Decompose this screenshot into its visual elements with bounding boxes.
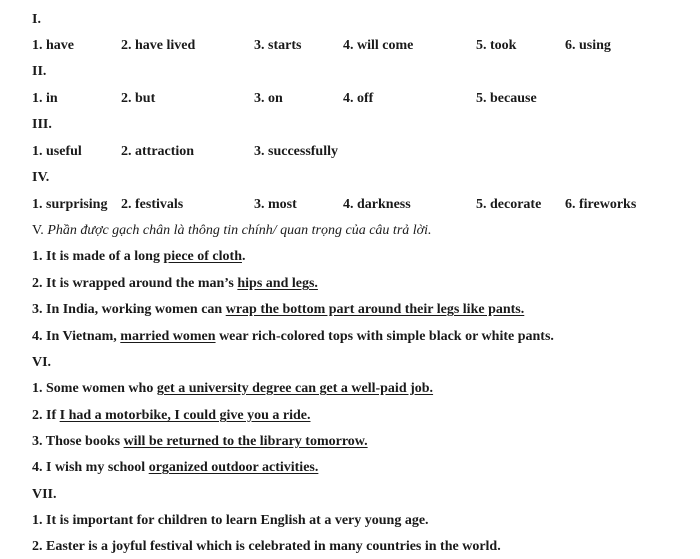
answer-item: 3. successfully — [254, 144, 338, 159]
answer-item: 6. fireworks — [565, 197, 637, 212]
sentence-text: 4. I wish my school — [32, 460, 149, 475]
answer-item: 5. took — [476, 38, 517, 53]
answer-item: 2. festivals — [121, 197, 184, 212]
answer-item: 5. decorate — [476, 197, 542, 212]
underlined-key-info: will be returned to the library tomorrow. — [123, 434, 368, 449]
sentence-text: 3. In India, working women can — [32, 302, 226, 317]
underlined-key-info: organized outdoor activities. — [148, 460, 319, 475]
underlined-key-info: wrap the bottom part around their legs like pants. — [225, 302, 525, 317]
section-label: V. — [32, 223, 44, 238]
answer-sentence — [32, 275, 318, 293]
section-heading-6: VI. — [32, 355, 52, 370]
answer-sentence — [32, 433, 368, 451]
answer-item: 1. in — [32, 91, 58, 106]
section-heading-2: II. — [32, 64, 47, 79]
answer-sentence — [32, 407, 310, 425]
sentence-text: 3. Those books — [32, 434, 124, 449]
underlined-key-info: get a university degree can get a well-paid job. — [156, 381, 434, 396]
answer-item: 3. on — [254, 91, 283, 106]
answer-item: 6. using — [565, 38, 611, 53]
section-heading-1: I. — [32, 12, 41, 27]
section-instruction-note: Phần được gạch chân là thông tin chính/ quan trọng của câu trả lời. — [47, 223, 432, 238]
answer-item: 5. because — [476, 91, 537, 106]
sentence-text: 2. It is wrapped around the man’s — [32, 276, 238, 291]
answer-item: 3. most — [254, 197, 297, 212]
section-heading-7: VII. — [32, 487, 57, 502]
sentence-text: wear rich-colored tops with simple black or white pants. — [215, 329, 554, 344]
sentence-text: 1. It is made of a long — [32, 249, 164, 264]
answer-sentence — [32, 301, 524, 319]
section-heading-5 — [32, 222, 432, 240]
underlined-key-info: I had a motorbike, I could give you a ride. — [59, 408, 311, 423]
answer-item: 2. have lived — [121, 38, 196, 53]
answer-sentence: 2. Easter is a joyful festival which is celebrated in many countries in the world. — [32, 539, 501, 554]
underlined-key-info: piece of cloth — [163, 249, 242, 264]
underlined-key-info: hips and legs. — [237, 276, 318, 291]
answer-item: 4. will come — [343, 38, 414, 53]
answer-item: 4. darkness — [343, 197, 411, 212]
answer-item: 4. off — [343, 91, 374, 106]
sentence-text: 1. Some women who — [32, 381, 157, 396]
sentence-text: 4. In Vietnam, — [32, 329, 121, 344]
answer-sentence: 1. It is important for children to learn English at a very young age. — [32, 513, 429, 528]
answer-sentence — [32, 248, 245, 266]
answer-item: 2. but — [121, 91, 156, 106]
answer-item: 3. starts — [254, 38, 302, 53]
answer-item: 1. have — [32, 38, 74, 53]
sentence-text: . — [241, 249, 246, 264]
answer-item: 1. surprising — [32, 197, 108, 212]
answer-item: 1. useful — [32, 144, 82, 159]
underlined-key-info: married women — [120, 329, 216, 344]
answer-sentence — [32, 380, 433, 398]
section-heading-3: III. — [32, 117, 52, 132]
section-heading-4: IV. — [32, 170, 50, 185]
answer-item: 2. attraction — [121, 144, 195, 159]
answer-sentence — [32, 328, 554, 346]
sentence-text: 2. If — [32, 408, 60, 423]
answer-sentence — [32, 459, 318, 477]
